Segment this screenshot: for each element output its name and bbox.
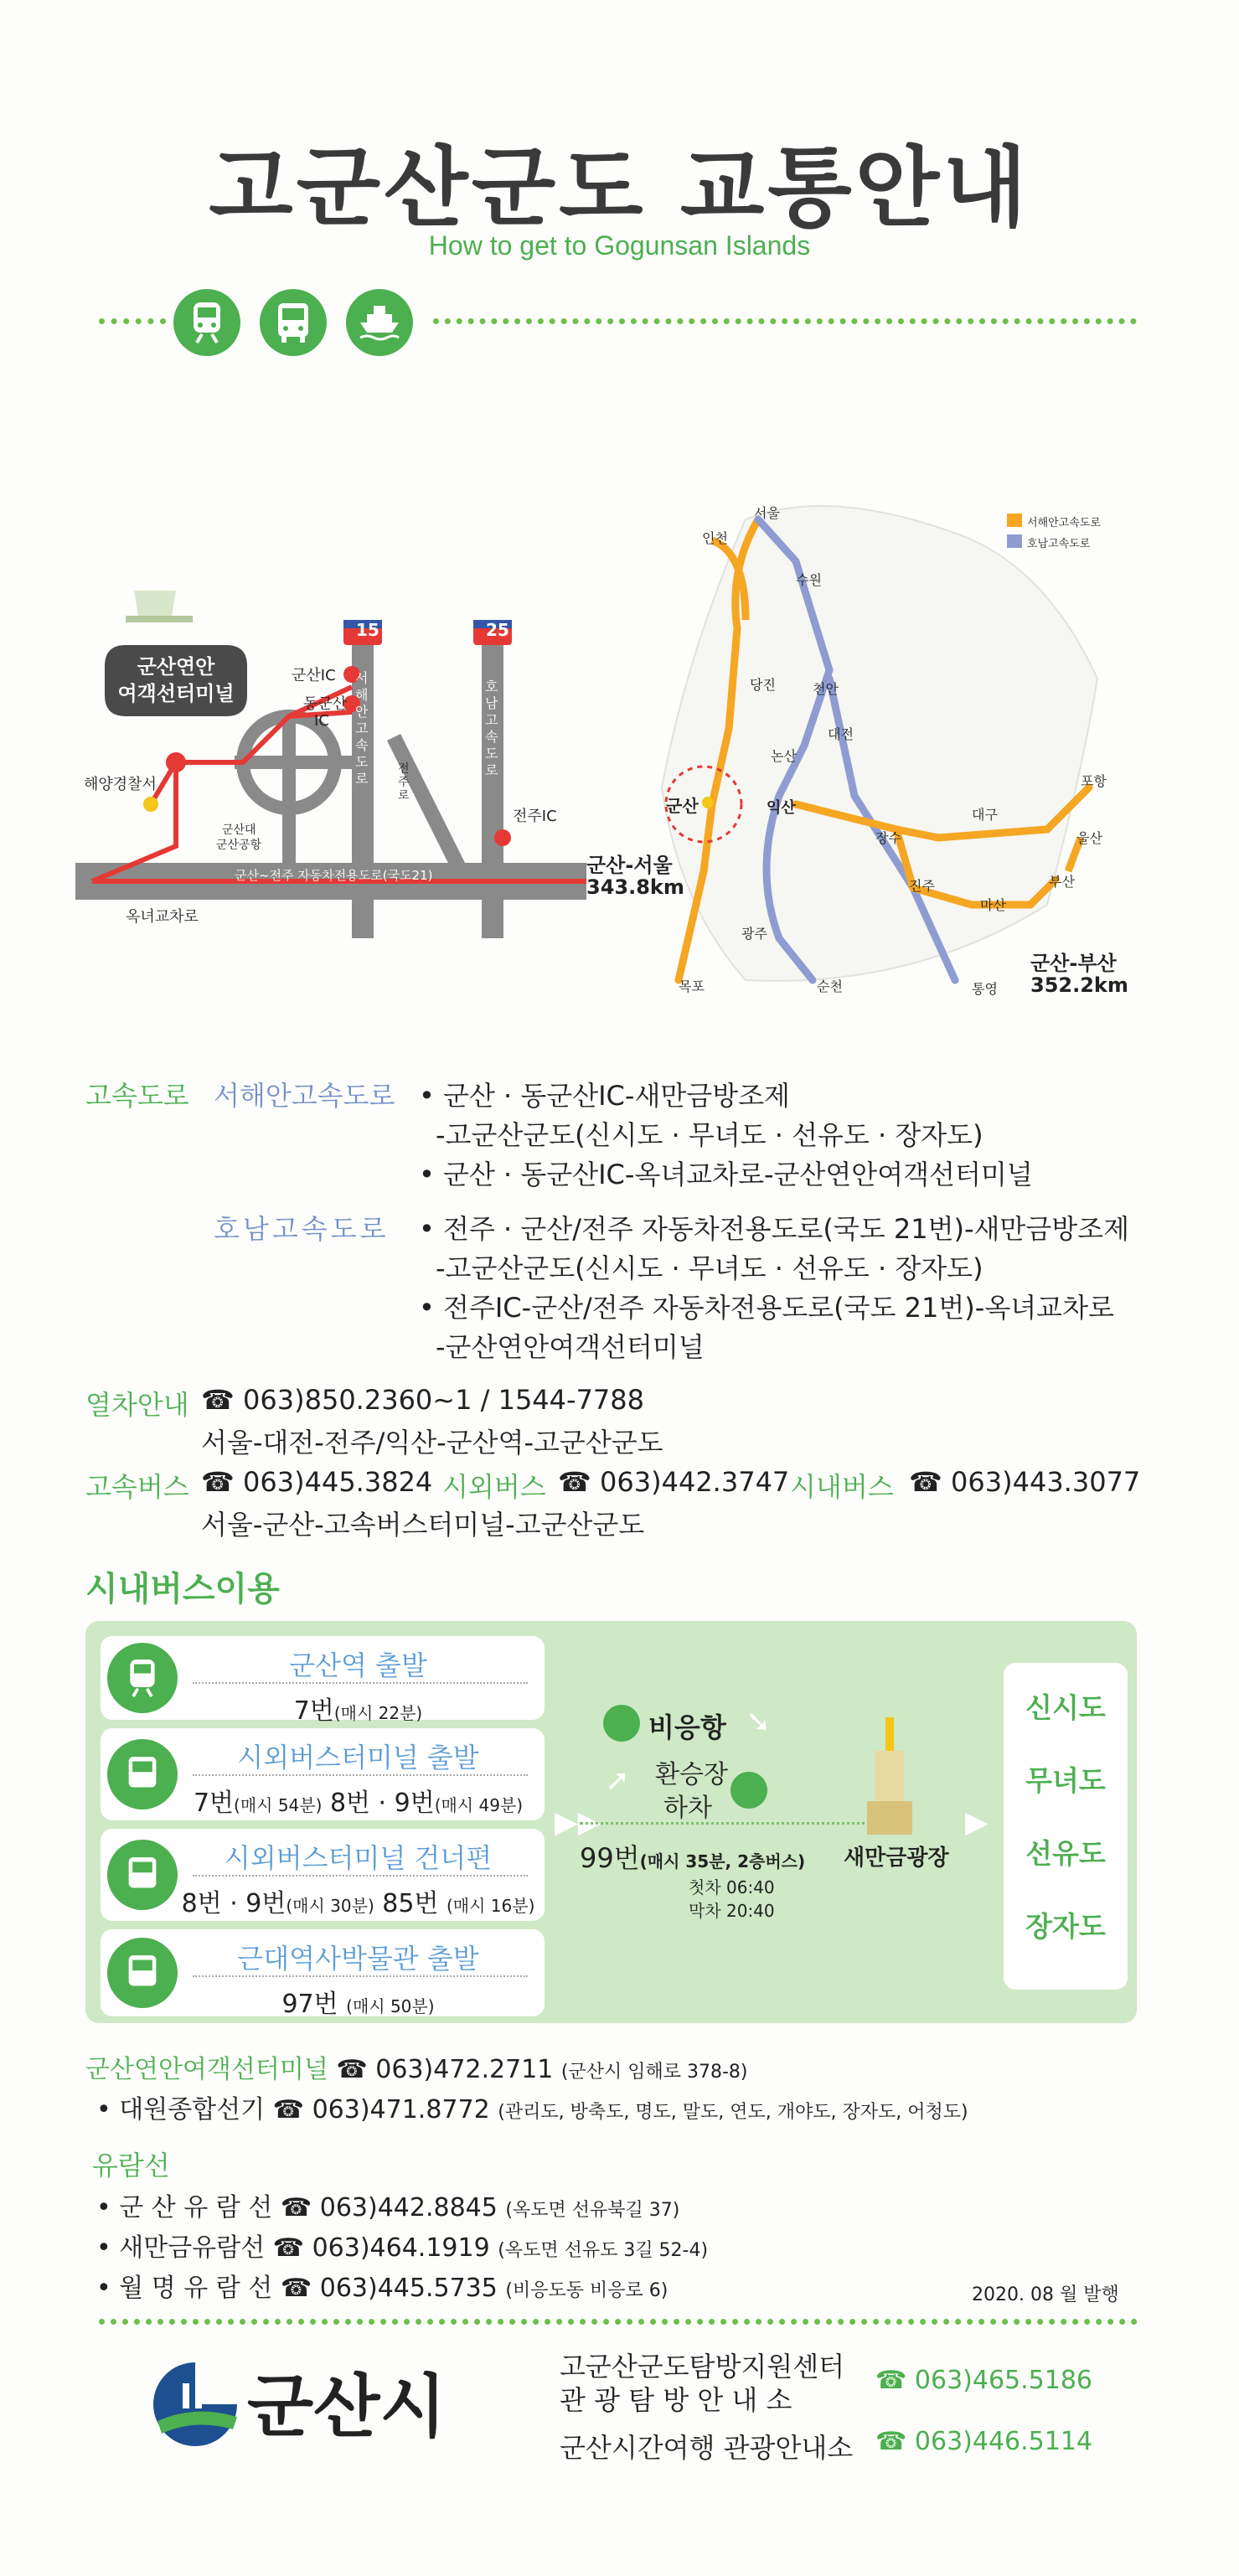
city-seoul: 서울 [754,505,780,521]
city-iksan: 익산 [767,799,796,817]
gunsan-logo-text: 군산시 [247,2367,447,2447]
destination-list [1004,1663,1128,1990]
dotted-separator [580,1822,881,1825]
bus-card-title: 근대역사박물관 출발 [237,1943,479,1975]
city-daegu: 대구 [972,807,998,823]
arrow-right-icon: ▶ [965,1805,989,1840]
gunsan-logo-icon [149,2358,241,2450]
dist-seoul-value: 343.8km [586,875,684,899]
train-route: 서울-대전-전주/익산-군산역-고군산군도 [201,1427,663,1458]
coast-guard-label: 해양경찰서 [84,776,157,793]
city-suncheon: 순천 [817,978,843,994]
destination-sinsido: 신시도 [1025,1691,1106,1724]
jeonju-ic-label: 전주IC [513,808,557,825]
west-route-line-3: • 군산 · 동군산IC-옥녀교차로-군산연안여객선터미널 [419,1159,1033,1190]
train-label: 열차안내 [85,1389,189,1421]
bus-card-gunsan-station [101,1636,545,1726]
bus-icon [603,1705,640,1742]
cruise-row-3: • 월 명 유 람 선 ☎ 063)445.5735 (비응도동 비응로 6) [96,2274,669,2303]
express-bus-route: 서울-군산-고속버스터미널-고군산군도 [201,1509,645,1541]
intercity-bus-phone: ☎ 063)442.3747 [558,1466,790,1498]
terminal-label-2: 여객선터미널 [117,682,235,705]
airport-label-2: 군산공항 [216,839,262,852]
bus-card-routes: 8번 · 9번(매시 30분) 85번 (매시 16분) [181,1889,535,1918]
west-route-line-2: -고군산군도(신시도 · 무녀도 · 선유도 · 장자도) [436,1119,983,1151]
okseo-junction-label: 옥녀교차로 [126,908,199,926]
honam-expressway-vertical-label: 호남고속도로 [485,679,498,778]
terminal-label-1: 군산연안 [137,655,215,679]
last-bus-time: 막차 20:40 [689,1901,775,1921]
saemangeum-tower-icon [860,1717,919,1835]
bus-card-title: 시외버스터미널 출발 [237,1742,479,1773]
bus-card-routes: 97번 (매시 50분) [281,1990,435,2019]
city-busan: 부산 [1049,874,1075,890]
city-masan: 마산 [980,897,1006,913]
destination-munyeodo: 무녀도 [1025,1764,1106,1797]
issue-date: 2020. 08 월 발행 [972,2284,1119,2305]
dotted-divider [99,318,166,324]
route-25-shield: 25 [486,620,509,640]
bus-icon [107,1938,178,2008]
train-phone: ☎ 063)850.2360~1 / 1544-7788 [201,1384,644,1416]
city-cheonan: 천안 [813,681,839,697]
route-15-shield: 15 [356,620,379,640]
dotted-separator [193,1682,528,1684]
honam-route-line-2: -고군산군도(신시도 · 무녀도 · 선유도 · 장자도) [436,1252,983,1284]
bus-card-intercity-terminal [101,1728,545,1820]
bus-icon [107,1840,178,1910]
train-icon [173,289,240,356]
jeonju-road-label: 전주로 [398,762,410,803]
saemangeum-plaza: 새만금광장 [844,1846,949,1871]
dist-seoul-label: 군산-서울 [586,854,673,877]
train-icon [107,1643,178,1713]
bus-icon [730,1772,767,1809]
honam-route-line-3: • 전주IC-군산/전주 자동차전용도로(국도 21번)-옥녀교차로 [419,1292,1114,1324]
gunsan-ic-label: 군산IC [292,667,336,684]
city-bus-phone: ☎ 063)443.3077 [909,1466,1141,1498]
city-gunsan: 군산 [666,796,699,816]
arrow-curve-icon: ➘ [746,1705,772,1739]
page-title: 고군산군도 교통안내 [209,137,1030,239]
local-route-map [75,570,612,938]
transfer-label-1: 환승장 [655,1760,728,1789]
arrow-curve-back-icon: ➚ [605,1763,631,1798]
dotted-divider [99,2319,1138,2325]
west-route-line-1: • 군산 · 동군산IC-새만금방조제 [419,1080,790,1112]
info-center-phone: ☎ 063)465.5186 [875,2366,1093,2395]
bus-card-title: 군산역 출발 [289,1649,427,1681]
bus-card-routes: 7번(매시 22분) [293,1696,423,1726]
legend-honam-expressway: 호남고속도로 [1027,538,1091,550]
honam-expressway-name: 호남고속도로 [214,1213,390,1245]
highways-label: 고속도로 [85,1080,189,1112]
city-gwangju: 광주 [741,926,767,942]
west-expressway-name: 서해안고속도로 [214,1080,395,1112]
bus-icon [107,1739,178,1809]
destination-seonyudo: 선유도 [1025,1837,1106,1870]
time-travel-center-name: 군산시간여행 관광안내소 [560,2432,854,2464]
bus-icon [260,289,327,356]
honam-route-line-4: -군산연안여객선터미널 [436,1331,705,1363]
city-jangsu: 장수 [875,830,901,846]
transfer-label-2: 하차 [663,1794,712,1823]
intercity-bus-label: 시외버스 [442,1471,546,1503]
west-expressway-vertical-label: 서해안고속도로 [355,670,369,787]
city-mokpo: 목포 [679,978,705,994]
dist-busan-label: 군산-부산 [1030,952,1117,975]
dotted-separator [193,1774,528,1776]
city-bus-panel [85,1621,1137,2023]
info-center-name-2: 관 광 탐 방 안 내 소 [560,2384,792,2416]
bus-card-intercity-opposite [101,1829,545,1921]
cruise-heading: 유람선 [92,2150,170,2181]
info-center-name-1: 고군산군도탐방지원센터 [560,2351,845,2382]
city-dangjin: 당진 [750,677,776,693]
city-daejeon: 대전 [828,726,854,742]
city-incheon: 인천 [702,530,728,546]
transfer-port-name: 비응항 [648,1711,726,1743]
city-jinju: 진주 [909,878,935,894]
bus-card-routes: 7번(매시 54분) 8번 · 9번(매시 49분) [193,1789,524,1818]
express-bus-phone: ☎ 063)445.3824 [201,1466,433,1498]
bus-card-history-museum [101,1929,545,2019]
donggunsan-ic-label-1: 동군산 [303,695,348,713]
ferry-terminal-row: 군산연안여객선터미널 ☎ 063)472.2711 (군산시 임해로 378-8) [85,2055,748,2084]
route-21-label: 군산~전주 자동차전용도로(국도21) [235,868,433,883]
destination-jangjado: 장자도 [1025,1910,1106,1943]
dist-busan-value: 352.2km [1030,973,1128,997]
city-bus-heading: 시내버스이용 [85,1570,280,1608]
dotted-separator [193,1875,528,1877]
page-subtitle: How to get to Gogunsan Islands [428,230,811,261]
ship-icon [346,289,413,356]
dotted-separator [193,1975,528,1977]
city-tongyeong: 통영 [972,981,998,997]
line-99-info: 99번(매시 35분, 2층버스) [580,1842,806,1874]
cruise-row-2: • 새만금유람선 ☎ 063)464.1919 (옥도면 선유도 3길 52-4) [96,2233,709,2263]
city-ulsan: 울산 [1076,830,1102,846]
honam-route-line-1: • 전주 · 군산/전주 자동차전용도로(국도 21번)-새만금방조제 [419,1213,1129,1245]
korea-highway-map [578,402,1131,1005]
city-pohang: 포항 [1081,773,1107,789]
donggunsan-ic-label-2: IC [314,712,329,730]
cruise-row-1: • 군 산 유 람 선 ☎ 063)442.8845 (옥도면 선유북길 37) [96,2193,680,2222]
city-nonsan: 논산 [771,748,797,764]
first-bus-time: 첫차 06:40 [689,1877,775,1897]
legend-west-expressway: 서해안고속도로 [1027,517,1101,529]
daewon-shipping-row: • 대원종합선기 ☎ 063)471.8772 (관리도, 방축도, 명도, 말도, 연도, 개야도, 장자도, 어청도) [96,2095,968,2124]
city-suwon: 수원 [796,572,822,588]
time-travel-center-phone: ☎ 063)446.5114 [875,2427,1093,2456]
express-bus-label: 고속버스 [85,1471,189,1503]
city-bus-label: 시내버스 [790,1471,894,1503]
airport-label-1: 군산대 [222,823,256,837]
bus-card-title: 시외버스터미널 건너편 [224,1842,493,1874]
arrow-right-icon: ▶▶ [555,1805,601,1840]
dotted-divider [433,318,1137,324]
